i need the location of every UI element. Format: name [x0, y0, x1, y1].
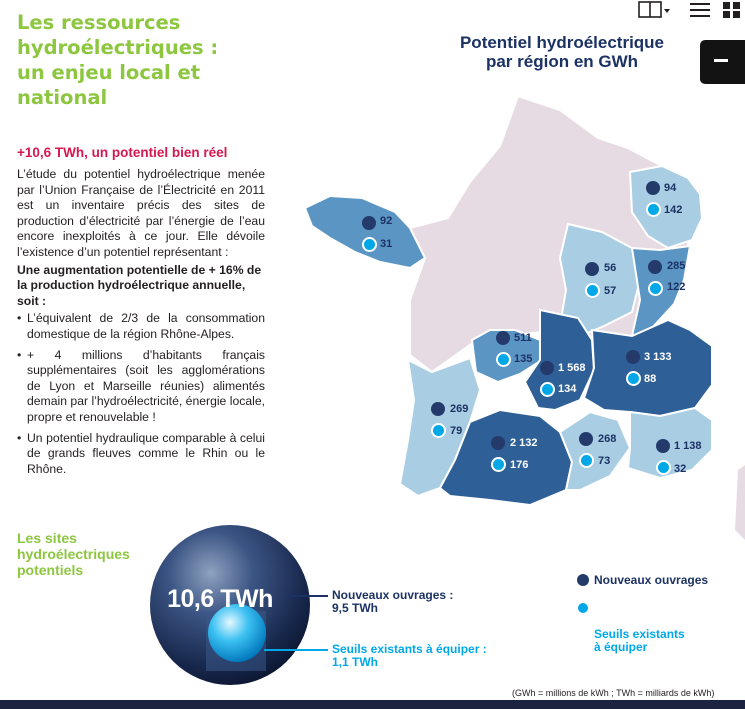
book-view-icon[interactable]: [639, 2, 670, 17]
bullet-item: • + 4 millions d’habitants français supplémentaires (soit les agglomérations de Lyon et Marseille réunies) alimentés demain par l’hydroélectricité, énergie locale, propre et renouvelable !: [17, 348, 265, 426]
existing-value: 31: [380, 238, 393, 250]
new-works-dot: [362, 216, 376, 230]
existing-dot: [579, 453, 594, 468]
existing-value: 57: [604, 285, 617, 297]
existing-dot: [656, 460, 671, 475]
existing-dot: [540, 382, 555, 397]
legend-new-label: Nouveaux ouvrages: [594, 573, 709, 587]
new-works-value: 269: [450, 403, 469, 415]
sites-title: Les sites hydroélectriques potentiels: [17, 530, 130, 578]
existing-dot: [496, 352, 511, 367]
existing-dot: [362, 237, 377, 252]
units-footnote: (GWh = millions de kWh ; TWh = milliards de kWh): [512, 688, 715, 698]
new-works-dot: [646, 181, 660, 195]
existing-value: 135: [514, 353, 533, 365]
existing-value: 142: [664, 204, 683, 216]
existing-value: 73: [598, 455, 611, 467]
bottom-bar: [0, 700, 745, 709]
zoom-out-button[interactable]: [700, 40, 745, 84]
new-works-value: 1 568: [558, 362, 586, 374]
map-title: Potentiel hydroélectrique par région en GWh: [459, 33, 665, 71]
region-corse: [735, 465, 745, 540]
new-works-value: 1 138: [674, 440, 702, 452]
existing-value: 79: [450, 425, 463, 437]
new-works-value: 94: [664, 182, 677, 194]
minus-icon: [714, 59, 728, 62]
existing-dot: [585, 283, 600, 298]
existing-dot: [646, 202, 661, 217]
intro-paragraph: L’étude du potentiel hydroélectrique menée par l’Union Française de l’Électricité en 2011 est un inventaire précis des sites de production d’électricité par l’énergie de l’eau encore inexploités à ce jour. Elle dévoile l’existence d’un potentiel représentant :: [17, 167, 265, 259]
existing-dot: [626, 371, 641, 386]
region-rhone-alpes: [584, 320, 712, 416]
main-title: Les ressources hydroélectriques : un enjeu local et national: [17, 11, 219, 109]
callout-new-works: Nouveaux ouvrages : 9,5 TWh: [332, 588, 454, 615]
new-works-dot: [656, 439, 670, 453]
new-works-value: 2 132: [510, 437, 538, 449]
existing-dot: [431, 423, 446, 438]
region-languedoc: [560, 412, 630, 490]
callout-existing: Seuils existants à équiper : 1,1 TWh: [332, 642, 487, 669]
highlight-paragraph: Une augmentation potentielle de + 16% de la production hydroélectrique annuelle, soit :: [17, 262, 262, 308]
region-bretagne: [305, 196, 425, 268]
bullet-item: • Un potentiel hydraulique comparable à celui de grands fleuves comme le Rhin ou le Rhône.: [17, 431, 265, 478]
new-works-value: 92: [380, 215, 393, 227]
new-works-dot: [579, 432, 593, 446]
legend-existing-label: Seuils existants à équiper: [594, 627, 685, 654]
viewer-toolbar: [637, 0, 745, 20]
new-works-dot: [648, 260, 662, 274]
legend-existing-dot: [577, 602, 589, 614]
grid-view-icon[interactable]: [723, 2, 740, 18]
new-works-value: 3 133: [644, 351, 672, 363]
new-works-value: 285: [667, 260, 686, 272]
legend-new-works: [577, 574, 708, 587]
existing-value: 122: [667, 281, 686, 293]
new-works-dot: [585, 262, 599, 276]
existing-dot: [491, 457, 506, 472]
existing-value: 134: [558, 383, 577, 395]
existing-value: 32: [674, 463, 687, 475]
existing-value: 88: [644, 373, 657, 385]
new-works-dot: [431, 402, 445, 416]
legend-new-dot: [577, 574, 589, 586]
bullet-item: • L’équivalent de 2/3 de la consommation domestique de la région Rhône-Alpes.: [17, 311, 265, 342]
existing-dot: [648, 281, 663, 296]
new-works-dot: [496, 331, 510, 345]
new-works-value: 511: [514, 332, 532, 344]
menu-list-icon[interactable]: [690, 4, 710, 16]
legend-existing: [577, 602, 685, 667]
new-works-dot: [626, 350, 640, 364]
new-works-value: 268: [598, 433, 617, 445]
new-works-dot: [491, 436, 505, 450]
new-works-value: 56: [604, 262, 617, 274]
section-subtitle: +10,6 TWh, un potentiel bien réel: [17, 145, 228, 160]
existing-value: 176: [510, 459, 529, 471]
sphere-total-label: 10,6 TWh: [167, 585, 273, 613]
new-works-dot: [540, 361, 554, 375]
